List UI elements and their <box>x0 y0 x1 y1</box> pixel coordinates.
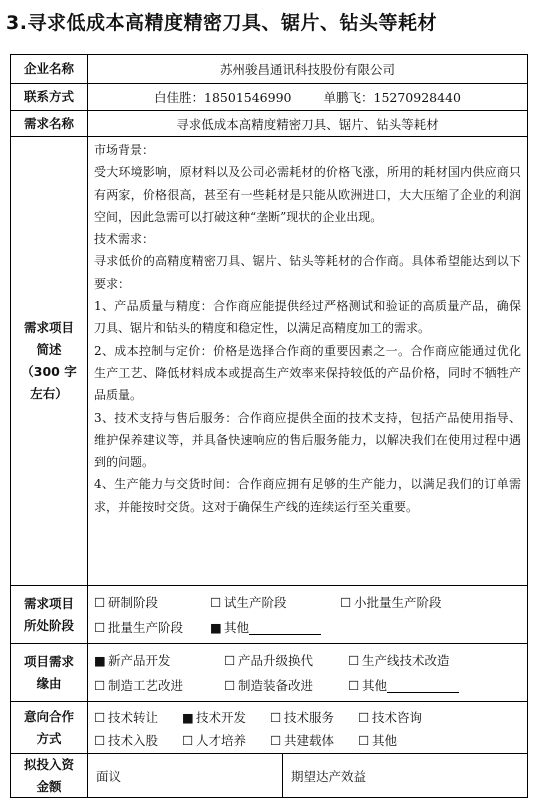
requirement-1: 1、产品质量与精度：合作商应能提供经过严格测试和验证的高质量产品，确保刀具、锯片和钻头的精度和稳定性，以满足高精度加工的需求。 <box>94 299 521 336</box>
coop-option-equity[interactable]: ☐ 技术入股 <box>94 733 159 748</box>
demand-name-value: 寻求低成本高精度精密刀具、锯片、钻头等耗材 <box>176 116 439 132</box>
stage-option-other[interactable]: ■ 其他 <box>210 615 321 640</box>
coop-option-transfer[interactable]: ☐ 技术转让 <box>94 710 159 725</box>
stage-option-research[interactable]: ☐ 研制阶段 <box>94 595 159 610</box>
contact-person-2: 单鹏飞：15270928440 <box>323 90 461 105</box>
description-label: 需求项目 简述 （300 字 左右） <box>11 137 88 585</box>
origin-row <box>11 643 527 701</box>
page-heading: 3.寻求低成本高精度精密刀具、锯片、钻头等耗材 <box>6 12 437 34</box>
coop-row <box>11 701 527 753</box>
origin-options <box>88 644 527 701</box>
tech-demand-heading: 技术需求： <box>94 232 155 247</box>
stage-option-small-batch[interactable]: ☐ 小批量生产阶段 <box>339 595 442 610</box>
origin-option-equipment[interactable]: ☐ 制造装备改进 <box>223 678 313 693</box>
stage-label: 需求项目 所处阶段 <box>11 586 88 643</box>
description-text <box>88 137 527 585</box>
tech-demand-intro: 寻求低价的高精度精密刀具、锯片、钻头等耗材的合作商。具体希望能达到以下要求： <box>94 254 521 291</box>
origin-option-other[interactable]: ☐ 其他 <box>348 673 459 698</box>
market-background-text: 受大环境影响，原材料以及公司必需耗材的价格飞涨，所用的耗材国内供应商只有两家，价格很高，甚至有一些耗材是只能从欧洲进口，大大压缩了企业的利润空间，因此急需可以打破这种“垄断”现状的企业出现。 <box>94 165 521 224</box>
requirement-3: 3、技术支持与售后服务：合作商应提供全面的技术支持，包括产品使用指导、维护保养建议等，并具备快速响应的售后服务能力，以解决我们在使用过程中遇到的问题。 <box>94 410 521 470</box>
requirement-2: 2、成本控制与定价：价格是选择合作商的重要因素之一。合作商应能通过优化生产工艺、降低材料成本或提高生产效率来保持较低的产品价格，同时不牺牲产品质量。 <box>94 343 521 403</box>
expected-benefit-label: 期望达产效益 <box>291 768 367 784</box>
demand-form-table <box>10 54 528 798</box>
demand-name-label: 需求名称 <box>11 111 88 136</box>
company-row <box>11 55 527 83</box>
origin-label: 项目需求 缘由 <box>11 644 88 701</box>
coop-option-consulting[interactable]: ☐ 技术咨询 <box>357 710 422 725</box>
origin-option-process[interactable]: ☐ 制造工艺改进 <box>94 678 184 693</box>
requirement-4: 4、生产能力与交货时间：合作商应拥有足够的生产能力，以满足我们的订单需求，并能按时交货。这对于确保生产线的连续运行至关重要。 <box>94 477 521 514</box>
company-value: 苏州骏昌通讯科技股份有限公司 <box>219 62 395 77</box>
contact-value <box>88 84 527 110</box>
origin-other-blank[interactable] <box>387 678 459 693</box>
contact-label: 联系方式 <box>11 84 88 110</box>
coop-options <box>88 702 527 753</box>
demand-name-row <box>11 110 527 136</box>
coop-option-other[interactable]: ☐ 其他 <box>357 733 397 748</box>
market-background-heading: 市场背景： <box>94 143 155 157</box>
stage-options <box>88 586 527 643</box>
coop-option-development[interactable]: ■ 技术开发 <box>181 710 246 725</box>
coop-option-platform[interactable]: ☐ 共建载体 <box>269 733 334 748</box>
contact-person-1: 白佳胜：18501546990 <box>154 90 292 105</box>
contact-row <box>11 83 527 110</box>
coop-label: 意向合作 方式 <box>11 702 88 753</box>
stage-option-mass[interactable]: ☐ 批量生产阶段 <box>94 620 184 635</box>
origin-option-new-product[interactable]: ■ 新产品开发 <box>94 653 171 668</box>
stage-other-blank[interactable] <box>249 620 321 635</box>
origin-option-line-upgrade[interactable]: ☐ 生产线技术改造 <box>347 653 450 668</box>
investment-row <box>11 753 527 797</box>
coop-option-service[interactable]: ☐ 技术服务 <box>269 710 334 725</box>
coop-option-training[interactable]: ☐ 人才培养 <box>181 733 246 748</box>
origin-option-upgrade[interactable]: ☐ 产品升级换代 <box>223 653 313 668</box>
investment-amount[interactable]: 面议 <box>88 754 283 797</box>
investment-label: 拟投入资 金额 <box>11 754 88 797</box>
investment-values <box>88 754 527 797</box>
company-label: 企业名称 <box>11 55 88 83</box>
stage-option-trial[interactable]: ☐ 试生产阶段 <box>209 595 287 610</box>
stage-row <box>11 585 527 643</box>
description-row <box>11 136 527 585</box>
